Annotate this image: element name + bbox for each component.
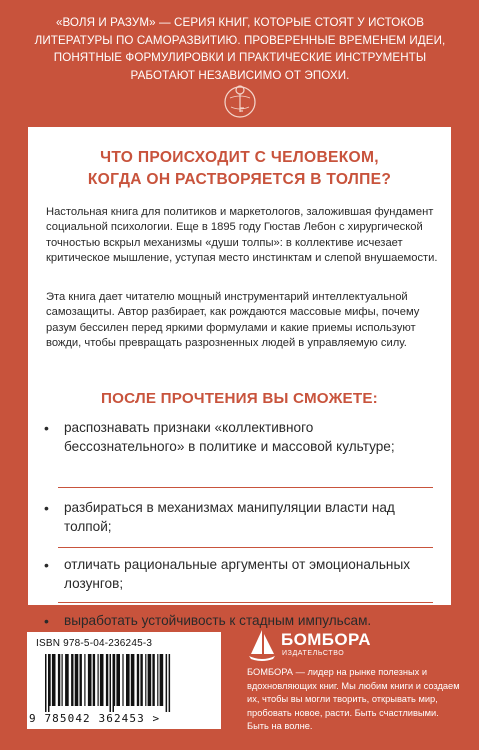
barcode-bar xyxy=(106,654,108,706)
heading-line-2: КОГДА ОН РАСТВОРЯЕТСЯ В ТОЛПЕ? xyxy=(87,171,392,188)
barcode-bar xyxy=(160,654,164,706)
content-card xyxy=(28,127,451,629)
barcode-bar xyxy=(88,654,92,706)
barcode-bar xyxy=(137,654,139,706)
barcode-bar xyxy=(145,654,146,706)
description-paragraph-1: Настольная книга для политиков и маркетологов, заложившая фундамент социальной психологии. Еще в 1895 году Гюстав Лебон с хирургической точностью вскрыл механизмы «души толпы»: в коллективе исчезает критическое мышление, уступая место инстинктам и слепой внушаемости. xyxy=(46,206,438,265)
barcode-bar xyxy=(114,654,115,706)
barcode-bar xyxy=(152,654,154,706)
bullet-dot: • xyxy=(44,500,49,516)
main-question-heading xyxy=(28,147,451,191)
series-logo xyxy=(222,82,258,122)
barcode-bar xyxy=(148,654,152,706)
list-item-text: выработать устойчивость к стадным импульсам. xyxy=(64,613,372,628)
isbn-label: ISBN 978-5-04-236245-3 xyxy=(36,638,153,649)
barcode-bar xyxy=(122,654,123,706)
barcode-icon xyxy=(41,654,209,712)
barcode-bar xyxy=(157,654,158,706)
list-item-text: отличать рациональные аргументы от эмоциональных лозунгов; xyxy=(64,557,411,591)
series-description: «ВОЛЯ И РАЗУМ» — СЕРИЯ КНИГ, КОТОРЫЕ СТОЯТ У ИСТОКОВ ЛИТЕРАТУРЫ ПО САМОРАЗВИТИЮ. ПРОВЕРЕННЫЕ ВРЕМЕНЕМ ИДЕИ, ПОНЯТНЫЕ ФОРМУЛИРОВКИ И ПРАКТИЧЕСКИЕ ИНСТРУМЕНТЫ РАБОТАЮТ НЕЗАВИСИМО ОТ ЭПОХИ. xyxy=(34,16,446,82)
barcode-bar xyxy=(110,654,112,712)
barcode-bar xyxy=(113,654,115,712)
barcode-bar xyxy=(116,654,120,706)
bullet-dot: • xyxy=(44,557,49,573)
heading-line-1: ЧТО ПРОИСХОДИТ С ЧЕЛОВЕКОМ, xyxy=(100,149,379,166)
barcode-bar xyxy=(52,654,56,706)
barcode-bar xyxy=(100,654,104,706)
barcode-bar xyxy=(62,654,63,706)
barcode-bar xyxy=(75,654,79,706)
publisher-name: БОМБОРА xyxy=(281,630,371,649)
divider xyxy=(58,487,433,488)
publisher-description: БОМБОРА — лидер на рынке полезных и вдохновляющих книг. Мы любим книги и создаем их, чтобы вы могли творить, открывать мир, пробовать новое, расти. Быть счастливыми. Быть на волне. xyxy=(247,667,460,732)
barcode-block xyxy=(27,632,221,729)
bullet-dot: • xyxy=(44,613,49,629)
list-item-text: разбираться в механизмах манипуляции власти над толпой; xyxy=(64,500,395,534)
barcode-bar xyxy=(80,654,82,706)
list-item-text: распознавать признаки «коллективного бессознательного» в политике и массовой культуре; xyxy=(64,420,395,454)
barcode-bar xyxy=(131,654,135,706)
publisher-subtitle: ИЗДАТЕЛЬСТВО xyxy=(282,650,345,657)
barcode-digits: 9 785042 362453 > xyxy=(29,712,161,725)
barcode-bar xyxy=(126,654,130,706)
key-seal-icon xyxy=(222,82,258,122)
benefits-heading: ПОСЛЕ ПРОЧТЕНИЯ ВЫ СМОЖЕТЕ: xyxy=(101,390,378,407)
barcode-bar xyxy=(65,654,69,706)
barcode-bar xyxy=(98,654,99,706)
barcode-bar xyxy=(169,654,171,712)
barcode-bar xyxy=(166,654,168,712)
divider xyxy=(58,547,433,548)
divider xyxy=(58,602,433,603)
sailboat-logo-icon xyxy=(247,628,277,662)
barcode-bar xyxy=(45,654,47,712)
barcode-bar xyxy=(140,654,142,706)
barcode-bar xyxy=(50,654,51,706)
barcode-bar xyxy=(48,654,50,712)
barcode-bar xyxy=(84,654,85,706)
barcode-bar xyxy=(58,654,60,706)
bullet-dot: • xyxy=(44,420,49,436)
publisher-brand xyxy=(247,626,447,666)
barcode-bar xyxy=(71,654,73,706)
barcode-bar xyxy=(93,654,95,706)
description-paragraph-2: Эта книга дает читателю мощный инструментарий интеллектуальной самозащиты. Автор разбирает, как рождаются массовые мифы, почему разум бессилен перед яркими формулами и какие приемы используют вожди, чтобы превращать разрозненных людей в управляемую силу. xyxy=(46,291,420,350)
